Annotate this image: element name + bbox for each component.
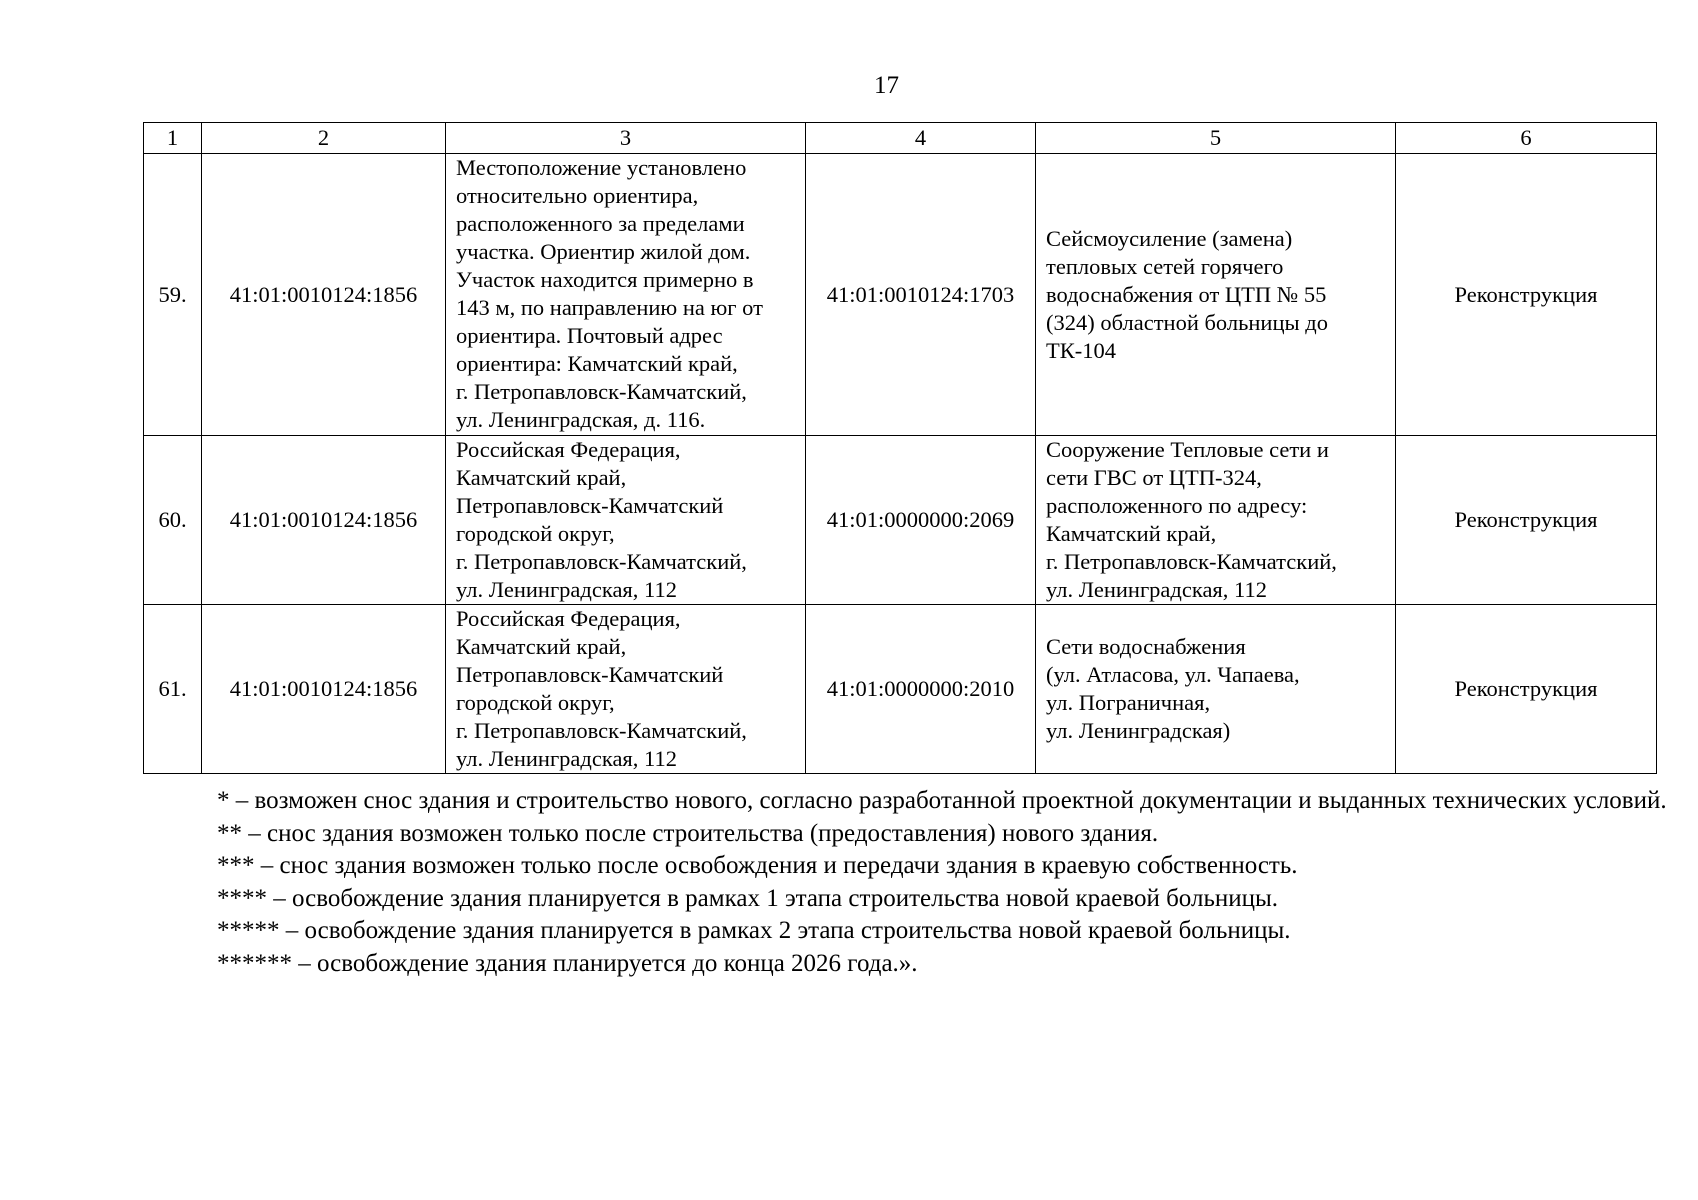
- column-header-4: 4: [806, 123, 1036, 154]
- land-cadastral-number: 41:01:0010124:1856: [202, 605, 446, 774]
- column-header-2: 2: [202, 123, 446, 154]
- object-name: Сооружение Тепловые сети и сети ГВС от ЦТП-324, расположенного по адресу: Камчатский край, г. Петропавловск-Камчатский, ул. Ленинградская, 112: [1036, 436, 1396, 605]
- work-type: Реконструкция: [1396, 605, 1657, 774]
- column-header-3: 3: [446, 123, 806, 154]
- column-header-1: 1: [144, 123, 202, 154]
- column-header-5: 5: [1036, 123, 1396, 154]
- location-description: Российская Федерация, Камчатский край, Петропавловск-Камчатский городской округ, г. Петропавловск-Камчатский, ул. Ленинградская, 112: [446, 605, 806, 774]
- work-type: Реконструкция: [1396, 154, 1657, 436]
- land-cadastral-number: 41:01:0010124:1856: [202, 154, 446, 436]
- object-cadastral-number: 41:01:0010124:1703: [806, 154, 1036, 436]
- footnotes: [143, 785, 1673, 980]
- object-name: Сети водоснабжения (ул. Атласова, ул. Чапаева, ул. Пограничная, ул. Ленинградская): [1036, 605, 1396, 774]
- table-row: [144, 436, 1657, 605]
- land-cadastral-number: 41:01:0010124:1856: [202, 436, 446, 605]
- column-header-6: 6: [1396, 123, 1657, 154]
- row-number: 59.: [144, 154, 202, 436]
- object-name: Сейсмоусиление (замена) тепловых сетей горячего водоснабжения от ЦТП № 55 (324) областной больницы до ТК-104: [1036, 154, 1396, 436]
- table-row: [144, 154, 1657, 436]
- footnote: * – возможен снос здания и строительство нового, согласно разработанной проектной документации и выданных технических условий.: [217, 787, 1667, 814]
- objects-table: [143, 122, 1657, 774]
- table-row: [144, 605, 1657, 774]
- table-header-row: [144, 123, 1657, 154]
- object-cadastral-number: 41:01:0000000:2069: [806, 436, 1036, 605]
- location-description: Российская Федерация, Камчатский край, Петропавловск-Камчатский городской округ, г. Петропавловск-Камчатский, ул. Ленинградская, 112: [446, 436, 806, 605]
- object-cadastral-number: 41:01:0000000:2010: [806, 605, 1036, 774]
- work-type: Реконструкция: [1396, 436, 1657, 605]
- footnote: **** – освобождение здания планируется в рамках 1 этапа строительства новой краевой больницы.: [217, 884, 1279, 912]
- row-number: 61.: [144, 605, 202, 774]
- footnote: *** – снос здания возможен только после освобождения и передачи здания в краевую собственность.: [217, 852, 1298, 879]
- location-description: Местоположение установлено относительно ориентира, расположенного за пределами участка. Ориентир жилой дом. Участок находится примерно в 143 м, по направлению на юг от ориентира. Почтовый адрес ориентира: Камчатский край, г. Петропавловск-Камчатский, ул. Ленинградская, д. 116.: [446, 154, 806, 436]
- footnote: ***** – освобождение здания планируется в рамках 2 этапа строительства новой краевой больницы.: [217, 917, 1291, 944]
- footnote: ****** – освобождение здания планируется до конца 2026 года.».: [217, 949, 918, 977]
- page-number: 17: [874, 72, 899, 99]
- row-number: 60.: [144, 436, 202, 605]
- footnote: ** – снос здания возможен только после строительства (предоставления) нового здания.: [217, 819, 1159, 847]
